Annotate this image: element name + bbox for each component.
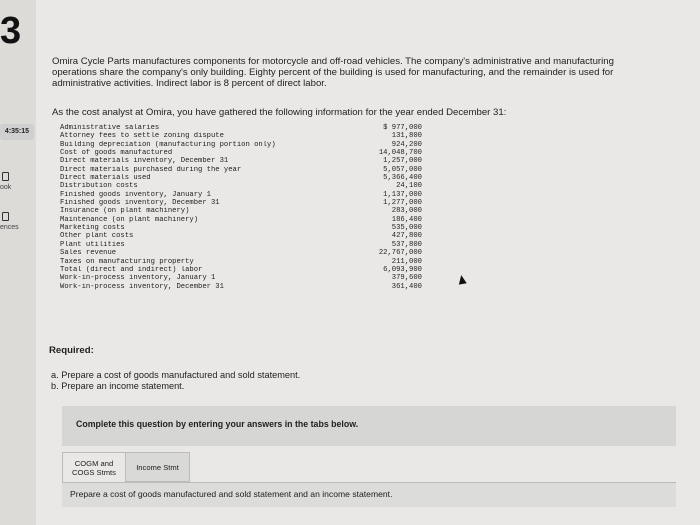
row-label: Maintenance (on plant machinery) xyxy=(60,215,199,224)
row-value: 6,093,900 xyxy=(383,265,422,274)
tab-label: COGS Stmts xyxy=(72,467,116,477)
row-label: Plant utilities xyxy=(60,240,125,249)
instruction-bar xyxy=(62,482,676,507)
instructions-panel xyxy=(62,406,676,446)
row-value: 5,057,000 xyxy=(383,165,422,174)
table-row xyxy=(60,224,422,232)
table-row xyxy=(60,207,422,215)
row-label: Finished goods inventory, January 1 xyxy=(60,190,211,199)
table-row xyxy=(60,149,422,157)
row-value: 535,000 xyxy=(391,224,422,233)
tab-label: Income Stmt xyxy=(136,462,179,472)
row-label: Administrative salaries xyxy=(60,124,160,132)
row-value: 211,000 xyxy=(391,257,422,266)
row-value: $ 977,000 xyxy=(383,124,422,132)
data-table xyxy=(60,124,422,291)
required-item-a: a. Prepare a cost of goods manufactured and sold statement. xyxy=(51,370,301,380)
answer-tabs xyxy=(62,452,676,482)
required-heading: Required: xyxy=(49,345,94,356)
row-label: Cost of goods manufactured xyxy=(60,149,173,158)
row-value: 14,048,700 xyxy=(378,149,422,158)
row-label: Direct materials inventory, December 31 xyxy=(60,157,229,166)
intro-line: Omira Cycle Parts manufactures components for motorcycle and off-road vehicles. The company's administrative and manufacturing xyxy=(52,56,614,67)
table-row xyxy=(60,249,422,257)
table-row xyxy=(60,199,422,207)
row-value: 131,800 xyxy=(391,132,422,141)
row-label: Attorney fees to settle zoning dispute xyxy=(60,132,224,141)
tab-income-stmt[interactable] xyxy=(126,452,190,482)
row-label: Insurance (on plant machinery) xyxy=(60,207,190,216)
row-label: Other plant costs xyxy=(60,232,134,241)
row-value: 24,100 xyxy=(396,182,422,191)
tab-label: COGM and xyxy=(74,458,114,468)
row-label: Marketing costs xyxy=(60,224,125,233)
mouse-cursor-icon xyxy=(457,274,466,284)
table-row xyxy=(60,258,422,266)
row-label: Work-in-process inventory, December 31 xyxy=(60,282,224,291)
row-label: Work-in-process inventory, January 1 xyxy=(60,274,216,283)
row-value: 22,767,000 xyxy=(378,249,422,258)
table-row xyxy=(60,274,422,282)
row-value: 1,257,000 xyxy=(383,157,422,166)
problem-intro xyxy=(52,56,662,89)
row-value: 186,400 xyxy=(391,215,422,224)
row-value: 1,277,000 xyxy=(383,199,422,208)
row-value: 361,400 xyxy=(391,282,422,291)
table-row xyxy=(60,141,422,149)
row-value: 283,000 xyxy=(391,207,422,216)
row-value: 1,137,000 xyxy=(383,190,422,199)
tab-cogm-cogs[interactable] xyxy=(62,452,126,482)
row-value: 427,800 xyxy=(391,232,422,241)
row-label: Taxes on manufacturing property xyxy=(60,257,194,266)
required-item-b: b. Prepare an income statement. xyxy=(51,381,185,391)
row-label: Total (direct and indirect) labor xyxy=(60,265,203,274)
intro-line: administrative activities. Indirect labor is 8 percent of direct labor. xyxy=(52,78,327,89)
table-row xyxy=(60,182,422,190)
table-row xyxy=(60,216,422,224)
table-row xyxy=(60,166,422,174)
table-row xyxy=(60,241,422,249)
row-label: Sales revenue xyxy=(60,249,117,258)
table-row xyxy=(60,283,422,291)
sidebar-item-ebook[interactable]: ook xyxy=(0,184,12,191)
table-row xyxy=(60,232,422,240)
row-label: Direct materials used xyxy=(60,174,151,183)
panel-text: Complete this question by entering your answers in the tabs below. xyxy=(76,419,359,429)
book-icon[interactable] xyxy=(2,172,9,181)
sidebar-item-references[interactable]: ences xyxy=(0,224,19,231)
row-label: Finished goods inventory, December 31 xyxy=(60,199,220,208)
row-label: Building depreciation (manufacturing portion only) xyxy=(60,140,276,149)
intro-prompt: As the cost analyst at Omira, you have gathered the following information for the year ended December 31: xyxy=(52,107,507,118)
table-row xyxy=(60,266,422,274)
row-label: Direct materials purchased during the year xyxy=(60,165,242,174)
references-icon[interactable] xyxy=(2,212,9,221)
timer-badge: 4:35:15 xyxy=(0,124,34,140)
table-row xyxy=(60,157,422,165)
row-value: 924,200 xyxy=(391,140,422,149)
table-row xyxy=(60,174,422,182)
row-value: 537,800 xyxy=(391,240,422,249)
table-row xyxy=(60,132,422,140)
instruction-text: Prepare a cost of goods manufactured and sold statement and an income statement. xyxy=(70,489,393,499)
intro-line: operations share the company's only building. Eighty percent of the building is used for manufacturing, and the remainder is used for xyxy=(52,67,614,78)
table-row xyxy=(60,124,422,132)
question-number: 3 xyxy=(0,10,22,52)
row-value: 379,600 xyxy=(391,274,422,283)
left-sidebar xyxy=(0,0,36,525)
row-value: 5,366,400 xyxy=(383,174,422,183)
table-row xyxy=(60,191,422,199)
row-label: Distribution costs xyxy=(60,182,138,191)
